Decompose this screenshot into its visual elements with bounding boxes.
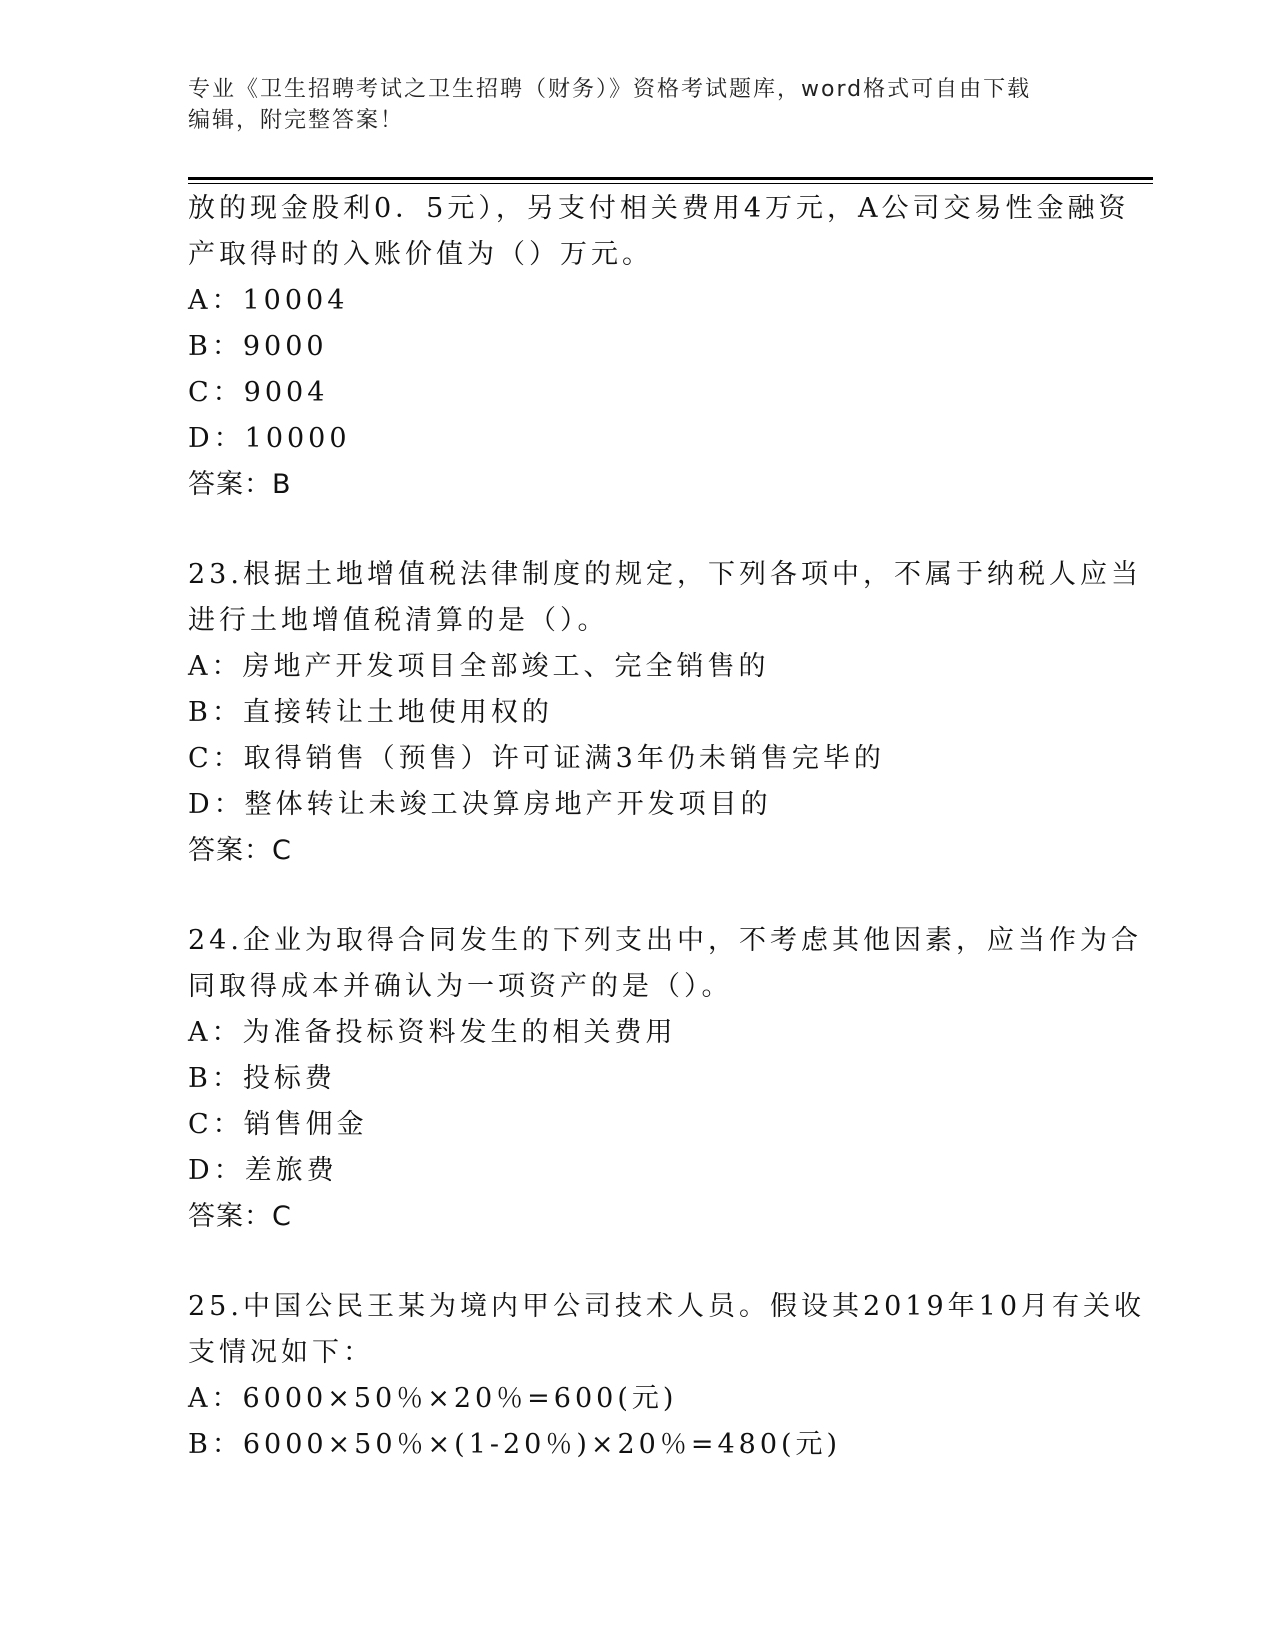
option-a: A：10004 <box>188 285 349 316</box>
option-d: D：差旅费 <box>188 1155 338 1186</box>
question-text-line: 23.根据土地增值税法律制度的规定，下列各项中，不属于纳税人应当 <box>188 559 1142 590</box>
question-text-line: 支情况如下： <box>188 1337 374 1368</box>
answer: 答案：B <box>188 469 292 500</box>
question-text-line: 产取得时的入账价值为（）万元。 <box>188 239 653 270</box>
question-22 <box>188 186 1130 508</box>
answer: 答案：C <box>188 1201 292 1232</box>
option-c: C：销售佣金 <box>188 1109 368 1140</box>
spacer <box>188 1240 1088 1284</box>
option-b: B：9000 <box>188 331 328 362</box>
question-text-line: 放的现金股利0．5元），另支付相关费用4万元，A公司交易性金融资 <box>188 193 1130 224</box>
option-d: D：整体转让未竣工决算房地产开发项目的 <box>188 789 772 820</box>
question-content <box>188 186 1146 1468</box>
option-b: B：6000×50％×(1-20％)×20％=480(元) <box>188 1429 842 1460</box>
spacer <box>188 508 1088 552</box>
answer: 答案：C <box>188 835 292 866</box>
question-23 <box>188 552 1142 874</box>
header-line-2: 编辑，附完整答案！ <box>188 108 405 133</box>
question-text-line: 同取得成本并确认为一项资产的是（）。 <box>188 971 733 1002</box>
option-c: C：9004 <box>188 377 329 408</box>
question-text-line: 24.企业为取得合同发生的下列支出中，不考虑其他因素，应当作为合 <box>188 925 1142 956</box>
option-a: A：为准备投标资料发生的相关费用 <box>188 1017 677 1048</box>
question-25 <box>188 1284 1146 1468</box>
document-header <box>188 74 1088 136</box>
option-b: B：投标费 <box>188 1063 336 1094</box>
option-c: C：取得销售（预售）许可证满3年仍未销售完毕的 <box>188 743 885 774</box>
header-line-1: 专业《卫生招聘考试之卫生招聘（财务）》资格考试题库，word格式可自由下载 <box>188 77 1032 102</box>
question-24 <box>188 918 1142 1240</box>
header-rule-thick <box>188 177 1153 180</box>
spacer <box>188 874 1088 918</box>
question-text-line: 进行土地增值税清算的是（）。 <box>188 605 609 636</box>
option-a: A：房地产开发项目全部竣工、完全销售的 <box>188 651 770 682</box>
option-a: A：6000×50％×20％=600(元) <box>188 1383 678 1414</box>
header-rule-thin <box>188 183 1153 184</box>
question-text-line: 25.中国公民王某为境内甲公司技术人员。假设其2019年10月有关收 <box>188 1291 1146 1322</box>
option-d: D：10000 <box>188 423 351 454</box>
option-b: B：直接转让土地使用权的 <box>188 697 553 728</box>
